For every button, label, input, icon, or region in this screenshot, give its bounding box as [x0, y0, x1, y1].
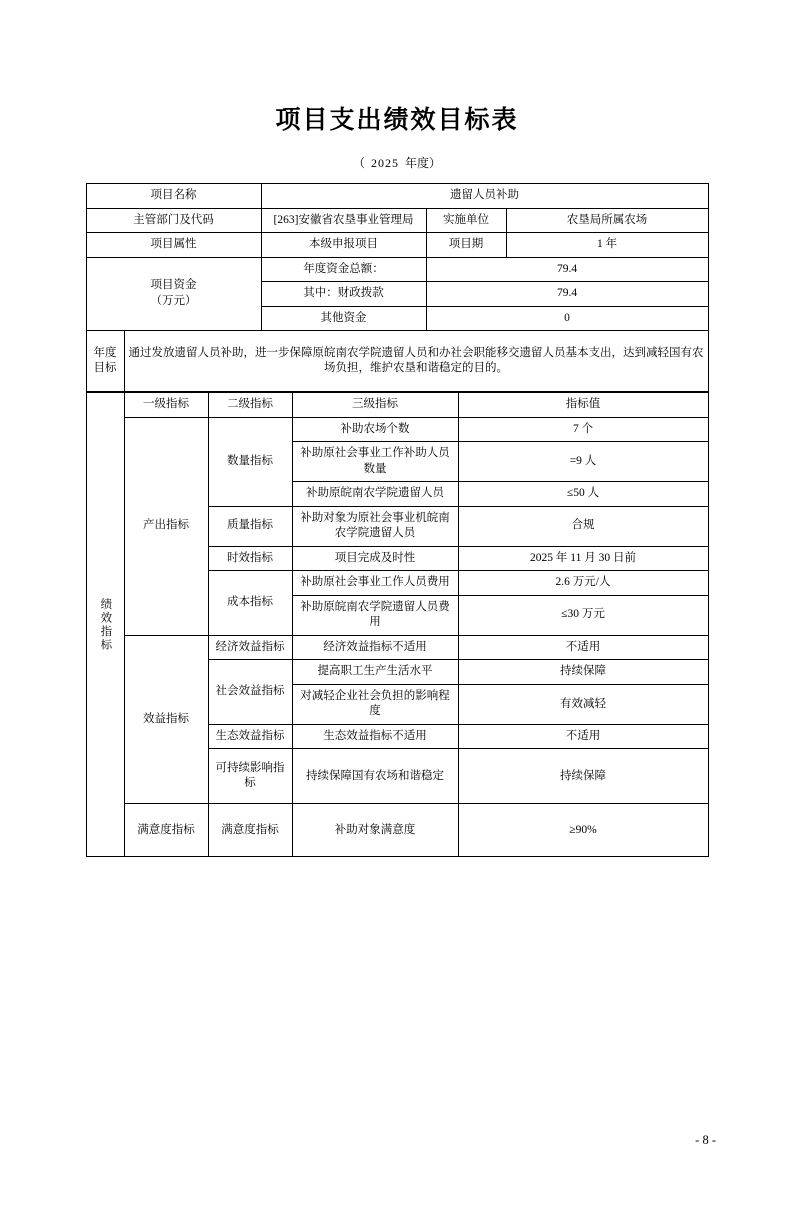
indicator-value: 持续保障: [458, 660, 708, 685]
indicator-value: 持续保障: [458, 749, 708, 804]
level2-sustainable: 可持续影响指标: [208, 749, 292, 804]
fund-row-name: 其中：财政拨款: [261, 282, 426, 307]
annual-goal-label-line1: 年度: [93, 346, 117, 359]
level2-ecological: 生态效益指标: [208, 724, 292, 749]
indicator-value: 不适用: [458, 635, 708, 660]
year-paren-open: （: [352, 156, 365, 170]
table-row: [86, 417, 708, 442]
indicator-value: 合规: [458, 506, 708, 546]
table-row: [86, 804, 708, 857]
level3-label: 项目完成及时性: [292, 546, 458, 571]
fund-row-value: 0: [426, 306, 708, 331]
performance-indicator-side-label: [86, 393, 124, 857]
project-funds-label-line2: （万元）: [150, 294, 197, 307]
page-title: 项目支出绩效目标表: [275, 107, 519, 134]
table-row-project-name: [86, 184, 708, 209]
indicator-value: ≤30 万元: [458, 595, 708, 635]
level1-output: 产出指标: [124, 417, 208, 635]
implement-unit-label: 实施单位: [426, 208, 506, 233]
page-number: - 8 -: [695, 1133, 716, 1147]
document-page: [0, 100, 794, 1223]
fund-row-name: 年度资金总额：: [261, 257, 426, 282]
level3-label: 经济效益指标不适用: [292, 635, 458, 660]
project-attribute-label: 项目属性: [86, 233, 261, 258]
table-row-annual-goal: [86, 331, 708, 392]
annual-goal-label-line2: 目标: [93, 362, 117, 375]
indicator-value: 2.6 万元/人: [458, 571, 708, 596]
indicator-value: =9 人: [458, 442, 708, 482]
level2-quantity: 数量指标: [208, 417, 292, 506]
table-row-department: [86, 208, 708, 233]
indicator-value: 2025 年 11 月 30 日前: [458, 546, 708, 571]
indicator-value: ≥90%: [458, 804, 708, 857]
column-header-level1: 一级指标: [124, 393, 208, 418]
indicator-header-row: [86, 393, 708, 418]
level2-cost: 成本指标: [208, 571, 292, 636]
annual-goal-label: [86, 331, 124, 392]
level2-quality: 质量指标: [208, 506, 292, 546]
year-value: 2025: [371, 156, 399, 170]
level1-satisfaction: 满意度指标: [124, 804, 208, 857]
indicator-value: 不适用: [458, 724, 708, 749]
fund-row-value: 79.4: [426, 257, 708, 282]
project-name-value: 遗留人员补助: [261, 184, 708, 209]
indicator-value: 有效减轻: [458, 684, 708, 724]
level3-label: 补助对象满意度: [292, 804, 458, 857]
level3-label: 补助原社会事业工作补助人员数量: [292, 442, 458, 482]
year-line: [0, 154, 794, 171]
level2-social: 社会效益指标: [208, 660, 292, 725]
fund-row-value: 79.4: [426, 282, 708, 307]
project-period-label: 项目期: [426, 233, 506, 258]
project-funds-label-line1: 项目资金: [150, 279, 197, 292]
side-label-text: 绩效指标: [99, 597, 112, 652]
table-row-fund-total: [86, 257, 708, 282]
department-label: 主管部门及代码: [86, 208, 261, 233]
level2-satisfaction: 满意度指标: [208, 804, 292, 857]
department-value: [263]安徽省农垦事业管理局: [261, 208, 426, 233]
project-name-label: 项目名称: [86, 184, 261, 209]
project-attribute-value: 本级申报项目: [261, 233, 426, 258]
table-row-attribute: [86, 233, 708, 258]
level3-label: 补助原皖南农学院遗留人员: [292, 482, 458, 507]
header-table: [86, 183, 709, 392]
column-header-level2: 二级指标: [208, 393, 292, 418]
project-funds-label: [86, 257, 261, 331]
level3-label: 补助农场个数: [292, 417, 458, 442]
implement-unit-value: 农垦局所属农场: [506, 208, 708, 233]
level3-label: 对减轻企业社会负担的影响程度: [292, 684, 458, 724]
table-row: [86, 635, 708, 660]
level3-label: 提高职工生产生活水平: [292, 660, 458, 685]
indicator-value: 7 个: [458, 417, 708, 442]
fund-row-name: 其他资金: [261, 306, 426, 331]
level2-timeliness: 时效指标: [208, 546, 292, 571]
column-header-value: 指标值: [458, 393, 708, 418]
indicator-value: ≤50 人: [458, 482, 708, 507]
column-header-level3: 三级指标: [292, 393, 458, 418]
level3-label: 持续保障国有农场和谐稳定: [292, 749, 458, 804]
year-paren-close: 年度）: [405, 156, 442, 170]
level3-label: 补助对象为原社会事业机皖南农学院遗留人员: [292, 506, 458, 546]
project-period-value: 1 年: [506, 233, 708, 258]
performance-indicator-table: [86, 392, 709, 857]
level1-benefit: 效益指标: [124, 635, 208, 804]
level3-label: 补助原皖南农学院遗留人员费用: [292, 595, 458, 635]
level3-label: 补助原社会事业工作人员费用: [292, 571, 458, 596]
level3-label: 生态效益指标不适用: [292, 724, 458, 749]
level2-economic: 经济效益指标: [208, 635, 292, 660]
annual-goal-text: 通过发放遗留人员补助，进一步保障原皖南农学院遗留人员和办社会职能移交遗留人员基本支出，达到减轻国有农场负担，维护农垦和谐稳定的目的。: [124, 331, 708, 392]
